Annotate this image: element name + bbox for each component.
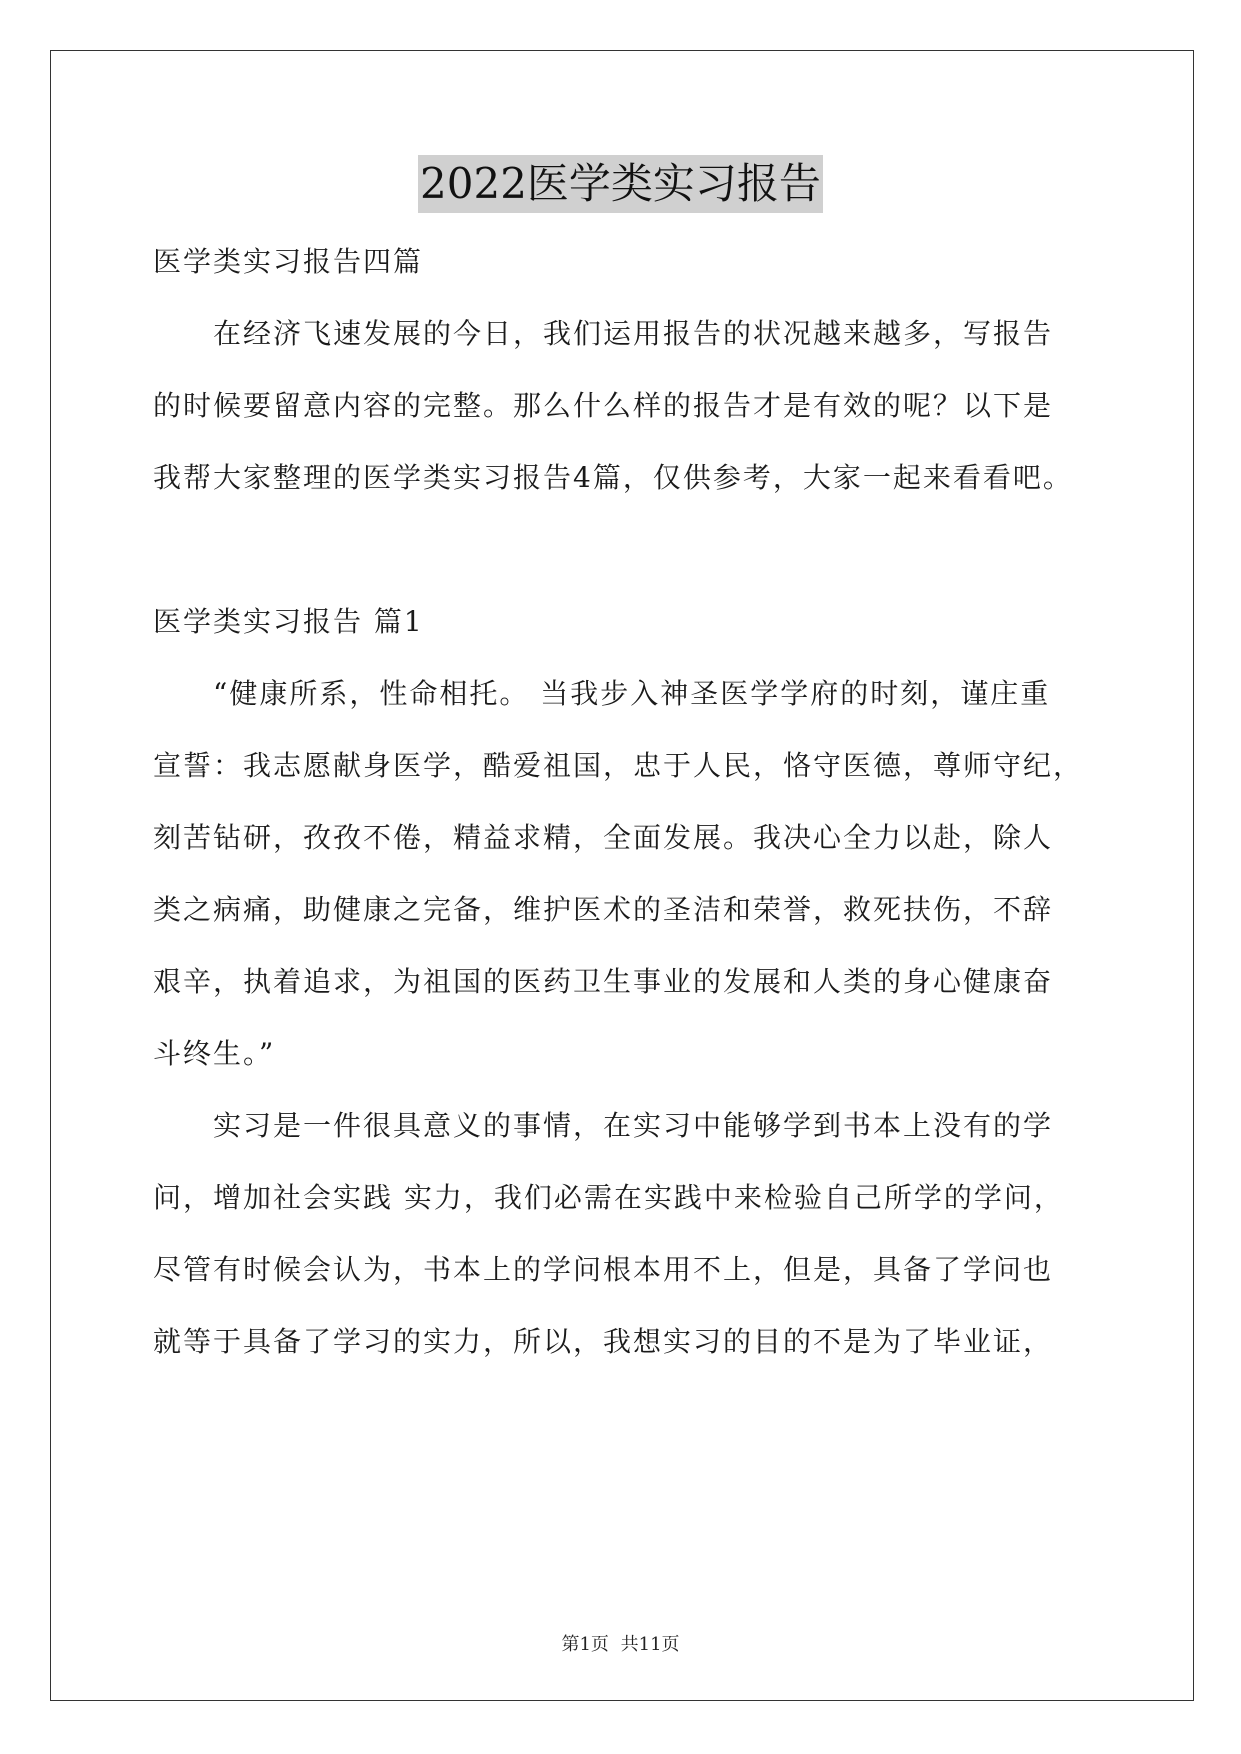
oath-line-6: 斗终生。” [153, 1037, 276, 1070]
page-footer [0, 1633, 1241, 1657]
oath-line-1: “健康所系，性命相托。 当我步入神圣医学学府的时刻，谨庄重 [213, 677, 1051, 710]
body-line-1: 实习是一件很具意义的事情，在实习中能够学到书本上没有的学 [213, 1109, 1054, 1142]
oath-line-5: 艰辛，执着追求，为祖国的医药卫生事业的发展和人类的身心健康奋 [153, 965, 1054, 998]
intro-line-2: 的时候要留意内容的完整。那么什么样的报告才是有效的呢？以下是 [153, 389, 1054, 422]
oath-line-3: 刻苦钻研，孜孜不倦，精益求精，全面发展。我决心全力以赴，除人 [153, 821, 1054, 854]
oath-line-2: 宣誓：我志愿献身医学，酷爱祖国，忠于人民，恪守医德，尊师守纪， [153, 749, 1084, 782]
body-line-2: 问，增加社会实践 实力，我们必需在实践中来检验自己所学的学问， [153, 1181, 1064, 1214]
body-line-3: 尽管有时候会认为，书本上的学问根本用不上，但是，具备了学问也 [153, 1253, 1054, 1286]
subtitle: 医学类实习报告四篇 [153, 245, 424, 278]
section-heading: 医学类实习报告 篇1 [153, 605, 424, 638]
body-line-4: 就等于具备了学习的实力，所以，我想实习的目的不是为了毕业证， [153, 1325, 1054, 1358]
intro-line-3: 我帮大家整理的医学类实习报告4篇，仅供参考，大家一起来看看吧。 [153, 461, 1073, 494]
page-number: 第1页 [561, 1634, 609, 1655]
oath-line-4: 类之病痛，助健康之完备，维护医术的圣洁和荣誉，救死扶伤，不辞 [153, 893, 1054, 926]
page-border [50, 50, 1194, 1701]
page-total: 共11页 [620, 1634, 680, 1655]
document-title: 2022医学类实习报告 [418, 155, 823, 213]
intro-line-1: 在经济飞速发展的今日，我们运用报告的状况越来越多，写报告 [213, 317, 1054, 350]
title-container [0, 155, 1241, 213]
